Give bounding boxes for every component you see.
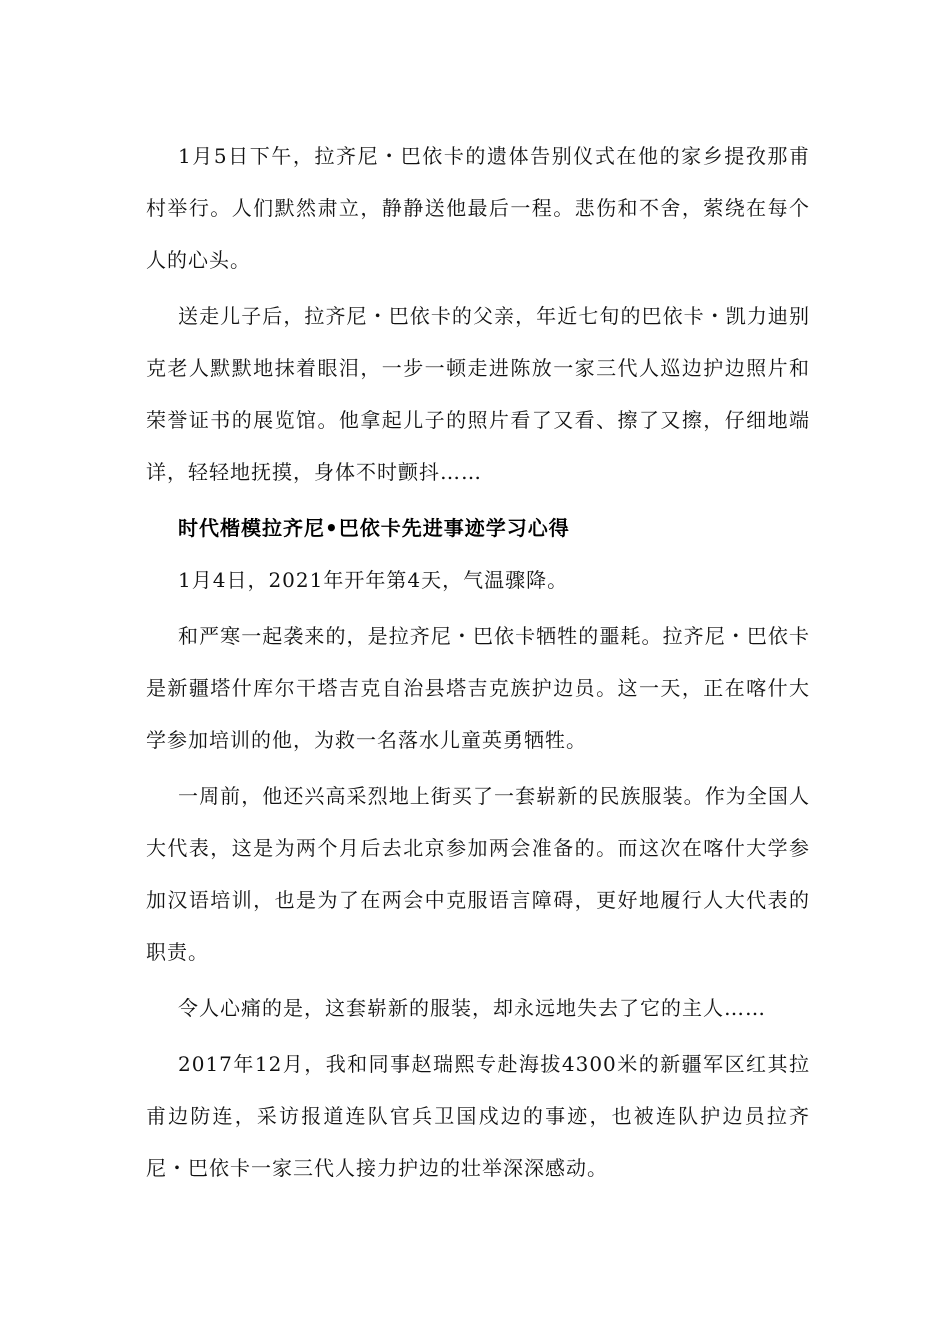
section-heading: 时代楷模拉齐尼•巴依卡先进事迹学习心得 — [178, 516, 570, 540]
paragraph-sad-news: 和严寒一起袭来的，是拉齐尼・巴依卡牺牲的噩耗。拉齐尼・巴依卡是新疆塔什库尔干塔吉克自治县塔吉克族护边员。这一天，正在喀什大学参加培训的他，为救一名落水儿童英勇牺牲。 — [146, 624, 810, 752]
paragraph-farewell-ceremony: 1月5日下午，拉齐尼・巴依卡的遗体告别仪式在他的家乡提孜那甫村举行。人们默然肃立，静静送他最后一程。悲伤和不舍，萦绕在每个人的心头。 — [146, 144, 810, 272]
paragraph-2017-visit: 2017年12月，我和同事赵瑞熙专赴海拔4300米的新疆军区红其拉甫边防连，采访报道连队官兵卫国戍边的事迹，也被连队护边员拉齐尼・巴依卡一家三代人接力护边的壮举深深感动。 — [146, 1052, 810, 1180]
paragraph-new-clothes: 一周前，他还兴高采烈地上街买了一套崭新的民族服装。作为全国人大代表，这是为两个月后去北京参加两会准备的。而这次在喀什大学参加汉语培训，也是为了在两会中克服语言障碍，更好地履行人大代表的职责。 — [146, 784, 810, 964]
paragraph-father-grief: 送走儿子后，拉齐尼・巴依卡的父亲，年近七旬的巴依卡・凯力迪别克老人默默地抹着眼泪，一步一顿走进陈放一家三代人巡边护边照片和荣誉证书的展览馆。他拿起儿子的照片看了又看、擦了又擦，仔细地端详，轻轻地抚摸，身体不时颤抖…… — [146, 304, 810, 484]
document-body — [146, 130, 810, 1194]
paragraph-date-intro: 1月4日，2021年开年第4天，气温骤降。 — [178, 568, 569, 592]
paragraph-lost-owner: 令人心痛的是，这套崭新的服装，却永远地失去了它的主人…… — [178, 996, 766, 1020]
